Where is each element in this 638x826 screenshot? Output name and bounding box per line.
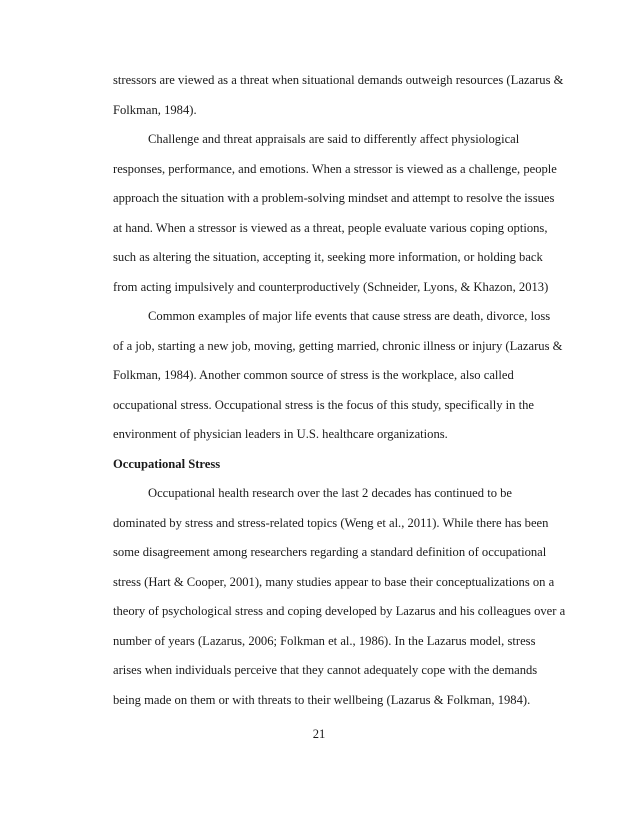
text-line: dominated by stress and stress-related topics (Weng et al., 2011). While there has been [113, 515, 549, 530]
text-line: some disagreement among researchers regarding a standard definition of occupational [113, 545, 547, 559]
paragraph-start-line: Common examples of major life events that cause stress are death, divorce, loss [148, 309, 551, 323]
paragraph-start-line: Challenge and threat appraisals are said to differently affect physiological [148, 132, 520, 146]
text-line: occupational stress. Occupational stress is the focus of this study, specifically in the [113, 397, 534, 412]
body-text [113, 66, 571, 715]
text-line: approach the situation with a problem-solving mindset and attempt to resolve the issues [113, 191, 555, 205]
text-line: at hand. When a stressor is viewed as a threat, people evaluate various coping options, [113, 220, 548, 235]
text-line: stressors are viewed as a threat when situational demands outweigh resources (Lazarus & [113, 73, 564, 87]
text-line: such as altering the situation, accepting it, seeking more information, or holding back [113, 250, 543, 264]
page-number: 21 [312, 727, 326, 741]
section-heading: Occupational Stress [113, 456, 221, 471]
text-line: from acting impulsively and counterproductively (Schneider, Lyons, & Khazon, 2013) [113, 279, 549, 294]
text-line: responses, performance, and emotions. When a stressor is viewed as a challenge, people [113, 161, 557, 176]
paragraph-start-line: Occupational health research over the last 2 decades has continued to be [148, 486, 513, 500]
text-line: Folkman, 1984). [113, 102, 197, 117]
text-line: Folkman, 1984). Another common source of stress is the workplace, also called [113, 368, 514, 382]
text-line: of a job, starting a new job, moving, getting married, chronic illness or injury (Lazarus & [113, 338, 563, 353]
text-line: arises when individuals perceive that they cannot adequately cope with the demands [113, 663, 538, 677]
text-line: theory of psychological stress and coping developed by Lazarus and his colleagues over a [113, 604, 566, 618]
text-line: environment of physician leaders in U.S. healthcare organizations. [113, 427, 448, 441]
text-line: stress (Hart & Cooper, 2001), many studies appear to base their conceptualizations on a [113, 574, 555, 589]
text-line: number of years (Lazarus, 2006; Folkman et al., 1986). In the Lazarus model, stress [113, 633, 536, 648]
text-line: being made on them or with threats to their wellbeing (Lazarus & Folkman, 1984). [113, 692, 531, 707]
